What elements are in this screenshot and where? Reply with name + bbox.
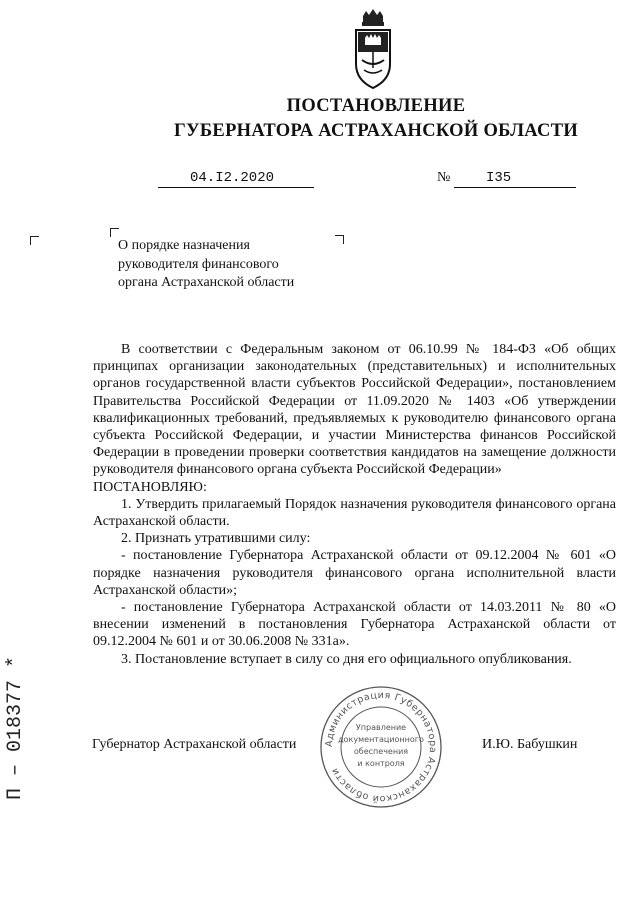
subject-line: О порядке назначения bbox=[118, 238, 250, 253]
item-3: 3. Постановление вступает в силу со дня его официального опубликования. bbox=[121, 651, 572, 667]
seal-center-line: Управление bbox=[355, 723, 407, 732]
number-underline bbox=[454, 171, 576, 188]
item-2: 2. Признать утратившими силу: bbox=[121, 531, 311, 547]
preamble-paragraph: В соответствии с Федеральным законом от 06.10.99 № 184-ФЗ «Об общих принципах организации законодательных (представительных) и исполнительных органов государственной власти субъектов Российской Федерации», постановлением Правительства Российской Федерации от 11.09.2020 № 1403 «Об утверждении квалификационных требований, предъявляемых к руководителю финансового органа субъекта Российской Федерации, и участии Министерства финансов Российской Федерации в проведении проверки соответствия кандидатов на замещение должности руководителя финансового органа субъекта Российской Федерации» bbox=[93, 342, 616, 478]
margin-corner-mark bbox=[30, 236, 39, 245]
decree-word: ПОСТАНОВЛЯЮ: bbox=[93, 479, 207, 495]
signatory-position: Губернатор Астраханской области bbox=[92, 737, 297, 752]
subject-line: руководителя финансового bbox=[118, 256, 279, 272]
seal-center-line: обеспечения bbox=[353, 747, 409, 756]
seal-ring-text: Администрация Губернатора Астраханской области bbox=[323, 689, 439, 805]
item-1: 1. Утвердить прилагаемый Порядок назначения руководителя финансового органа Астраханской области. bbox=[93, 496, 616, 530]
seal-center-line: документационного bbox=[338, 735, 424, 744]
subject-block bbox=[118, 237, 328, 293]
document-issuer: ГУБЕРНАТОРА АСТРАХАНСКОЙ ОБЛАСТИ bbox=[173, 121, 579, 141]
document-body bbox=[93, 341, 616, 668]
form-serial-number: П – 018377 * bbox=[4, 655, 27, 800]
coat-of-arms-icon bbox=[350, 8, 396, 92]
document-date: 04.I2.2020 bbox=[190, 170, 275, 186]
item-2b: - постановление Губернатора Астраханской области от 14.03.2011 № 80 «О внесении изменений в постановления Губернатора Астраханской области от 09.12.2004 № 601 и от 30.06.2008 № 331а». bbox=[93, 600, 616, 650]
document-title: ПОСТАНОВЛЕНИЕ bbox=[286, 96, 466, 116]
item-2a: - постановление Губернатора Астраханской области от 09.12.2004 № 601 «О порядке назначения руководителя финансового органа исполнительной власти Астраханской области»; bbox=[93, 548, 616, 598]
document-number: I35 bbox=[486, 170, 512, 186]
signatory-name: И.Ю. Бабушкин bbox=[482, 737, 578, 752]
subject-line: органа Астраханской области bbox=[118, 275, 295, 290]
subject-corner-mark-left bbox=[110, 228, 119, 237]
official-seal bbox=[318, 684, 444, 810]
subject-corner-mark-right bbox=[335, 235, 344, 244]
number-label: № bbox=[437, 170, 451, 185]
seal-center-line: и контроля bbox=[357, 759, 405, 768]
